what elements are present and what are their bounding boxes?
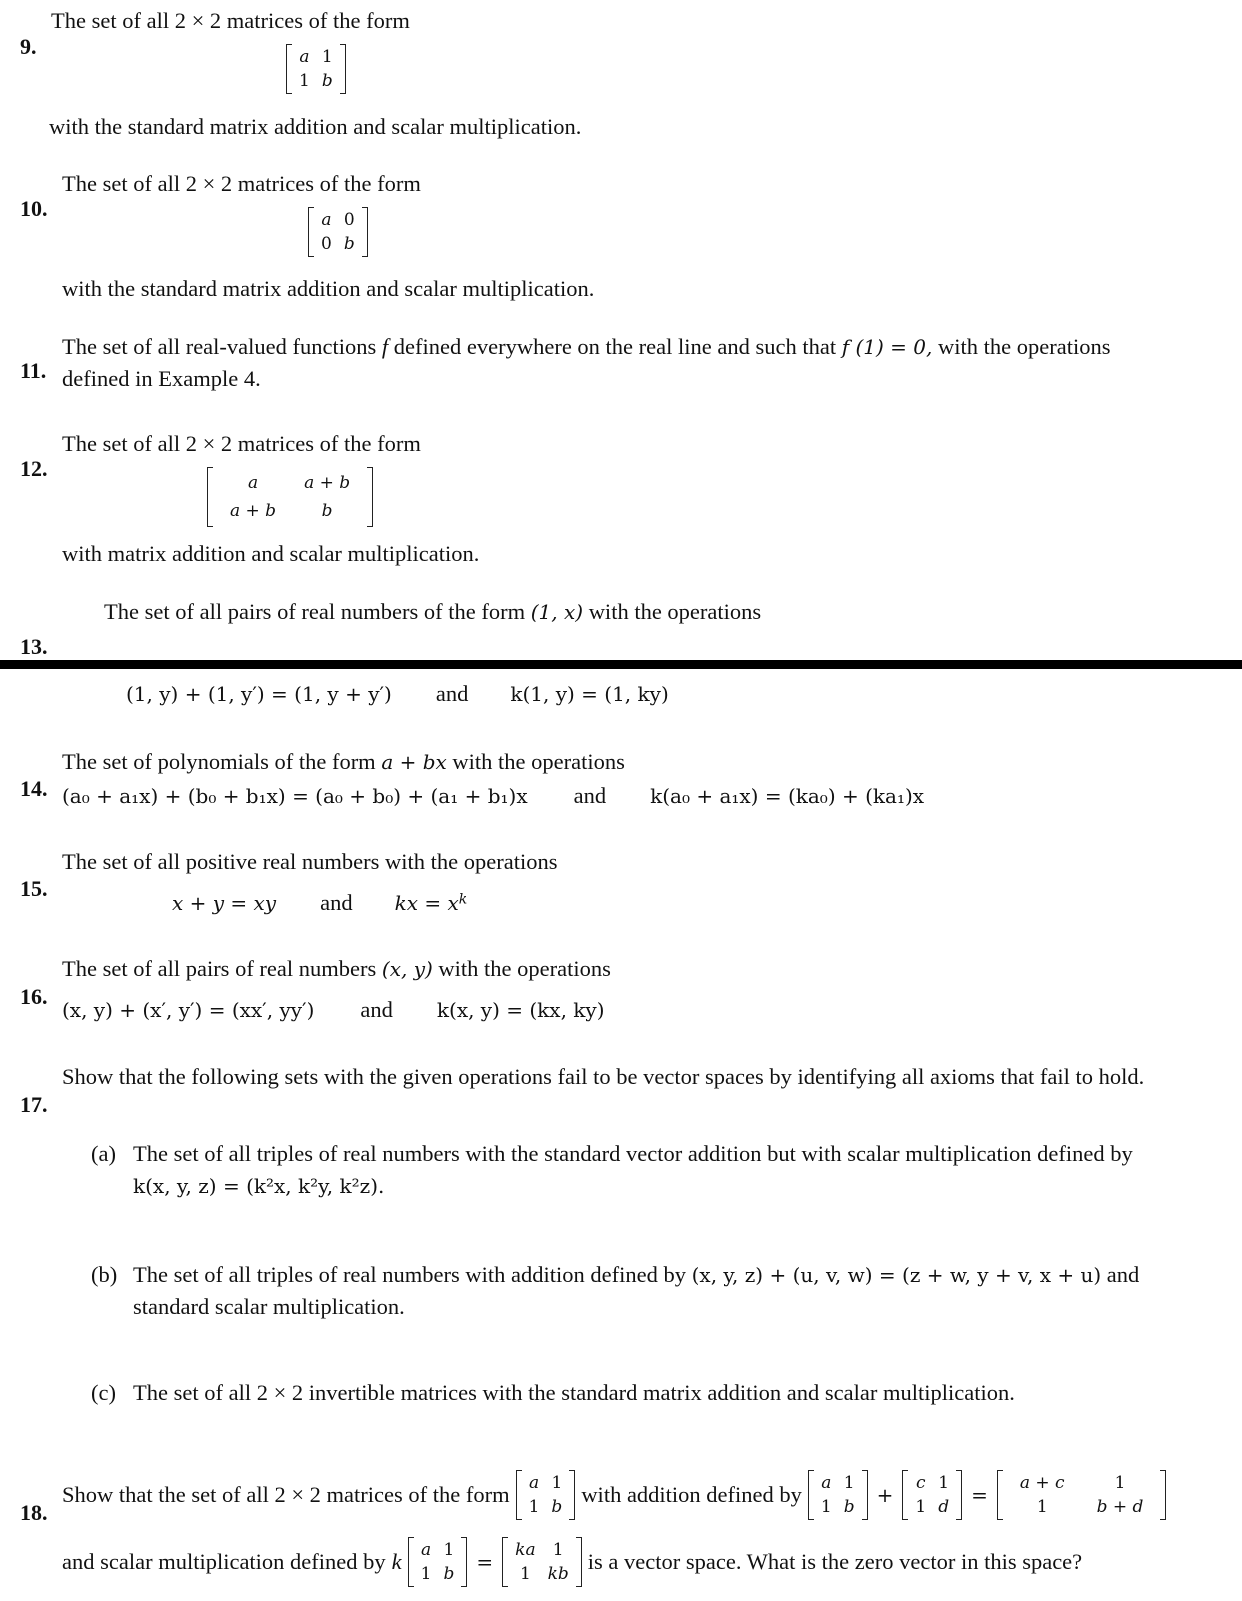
- problem-9-outro: with the standard matrix addition and scalar multiplication.: [49, 114, 582, 139]
- problem-15-intro: The set of all positive real numbers with the operations: [62, 849, 558, 874]
- problem-10-matrix: a 0 0 b: [308, 207, 368, 257]
- p18-scaled-matrix: ka 1 1 kb: [502, 1537, 582, 1587]
- problem-17-intro: Show that the following sets with the given operations fail to be vector spaces by identifying all axioms that fail to hold.: [62, 1064, 1145, 1089]
- p18-sum-matrix: a + c 1 1 b + d: [997, 1470, 1167, 1520]
- problem-17a-math: k(x, y, z) = (k²x, k²y, k²z).: [133, 1174, 385, 1198]
- problem-17b-text: The set of all triples of real numbers with addition defined by (x, y, z) + (u, v, w) = (z + w, y + v, x + u) and: [133, 1262, 1140, 1287]
- problem-18-line2: and scalar multiplication defined by k a 1 1 b = ka 1 1 kb is a vector space. What is the zero vector in this space?: [62, 1537, 1082, 1587]
- problem-18-number: 18.: [20, 1500, 48, 1525]
- problem-17c-text: The set of all 2 × 2 invertible matrices with the standard matrix addition and scalar multiplication.: [133, 1380, 1015, 1405]
- p18-add-matrix-a: a 1 1 b: [808, 1470, 868, 1520]
- problem-10-outro: with the standard matrix addition and scalar multiplication.: [62, 276, 595, 301]
- problem-12-outro: with matrix addition and scalar multiplication.: [62, 541, 480, 566]
- problem-10-number: 10.: [20, 196, 48, 221]
- problem-17a-label: (a): [91, 1141, 116, 1166]
- problem-16-intro: The set of all pairs of real numbers (x, y) with the operations: [62, 956, 611, 981]
- problem-15-ops: x + y = xy and kx = $x^k$: [172, 890, 468, 915]
- problem-16-ops: (x, y) + (x′, y′) = (xx′, yy′) and k(x, y) = (kx, ky): [62, 997, 605, 1022]
- problem-11-line1: The set of all real-valued functions f defined everywhere on the real line and such that f (1) = 0, with the operations: [62, 334, 1111, 359]
- problem-16-number: 16.: [20, 984, 48, 1009]
- problem-11-line2: defined in Example 4.: [62, 366, 261, 391]
- problem-12-intro: The set of all 2 × 2 matrices of the form: [62, 431, 421, 456]
- problem-10-intro: The set of all 2 × 2 matrices of the form: [62, 171, 421, 196]
- problem-14-intro: The set of polynomials of the form a + bx with the operations: [62, 749, 625, 774]
- p18-form-matrix: a 1 1 b: [516, 1470, 576, 1520]
- problem-14-number: 14.: [20, 776, 48, 801]
- problem-17a-text: The set of all triples of real numbers with the standard vector addition but with scalar multiplication defined by: [133, 1141, 1133, 1166]
- problem-13-intro: The set of all pairs of real numbers of the form (1, x) with the operations: [104, 599, 762, 624]
- problem-15-number: 15.: [20, 876, 48, 901]
- problem-9-matrix: a 1 1 b: [286, 44, 346, 94]
- divider-bar: [0, 660, 1242, 669]
- problem-11-number: 11.: [20, 358, 47, 383]
- problem-18-line1: Show that the set of all 2 × 2 matrices of the form a 1 1 b with addition defined by a 1 1 b + c 1 1 d = a + c 1 1 b + d: [62, 1470, 1166, 1520]
- p18-add-matrix-b: c 1 1 d: [902, 1470, 962, 1520]
- problem-17b-text-2: standard scalar multiplication.: [133, 1294, 405, 1319]
- problem-14-ops: (a₀ + a₁x) + (b₀ + b₁x) = (a₀ + b₀) + (a₁ + b₁)x and k(a₀ + a₁x) = (ka₀) + (ka₁)x: [62, 783, 925, 808]
- problem-13-ops: (1, y) + (1, y′) = (1, y + y′) and k(1, y) = (1, ky): [126, 681, 669, 706]
- problem-17-number: 17.: [20, 1092, 48, 1117]
- problem-17c-label: (c): [91, 1380, 116, 1405]
- problem-17b-label: (b): [91, 1262, 118, 1287]
- problem-12-number: 12.: [20, 456, 48, 481]
- p18-scalar-matrix: a 1 1 b: [408, 1537, 468, 1587]
- problem-9-number: 9.: [20, 34, 37, 59]
- problem-13-number: 13.: [20, 634, 48, 659]
- problem-12-matrix: a a + b a + b b: [207, 467, 373, 527]
- problem-9-intro: The set of all 2 × 2 matrices of the form: [51, 8, 410, 33]
